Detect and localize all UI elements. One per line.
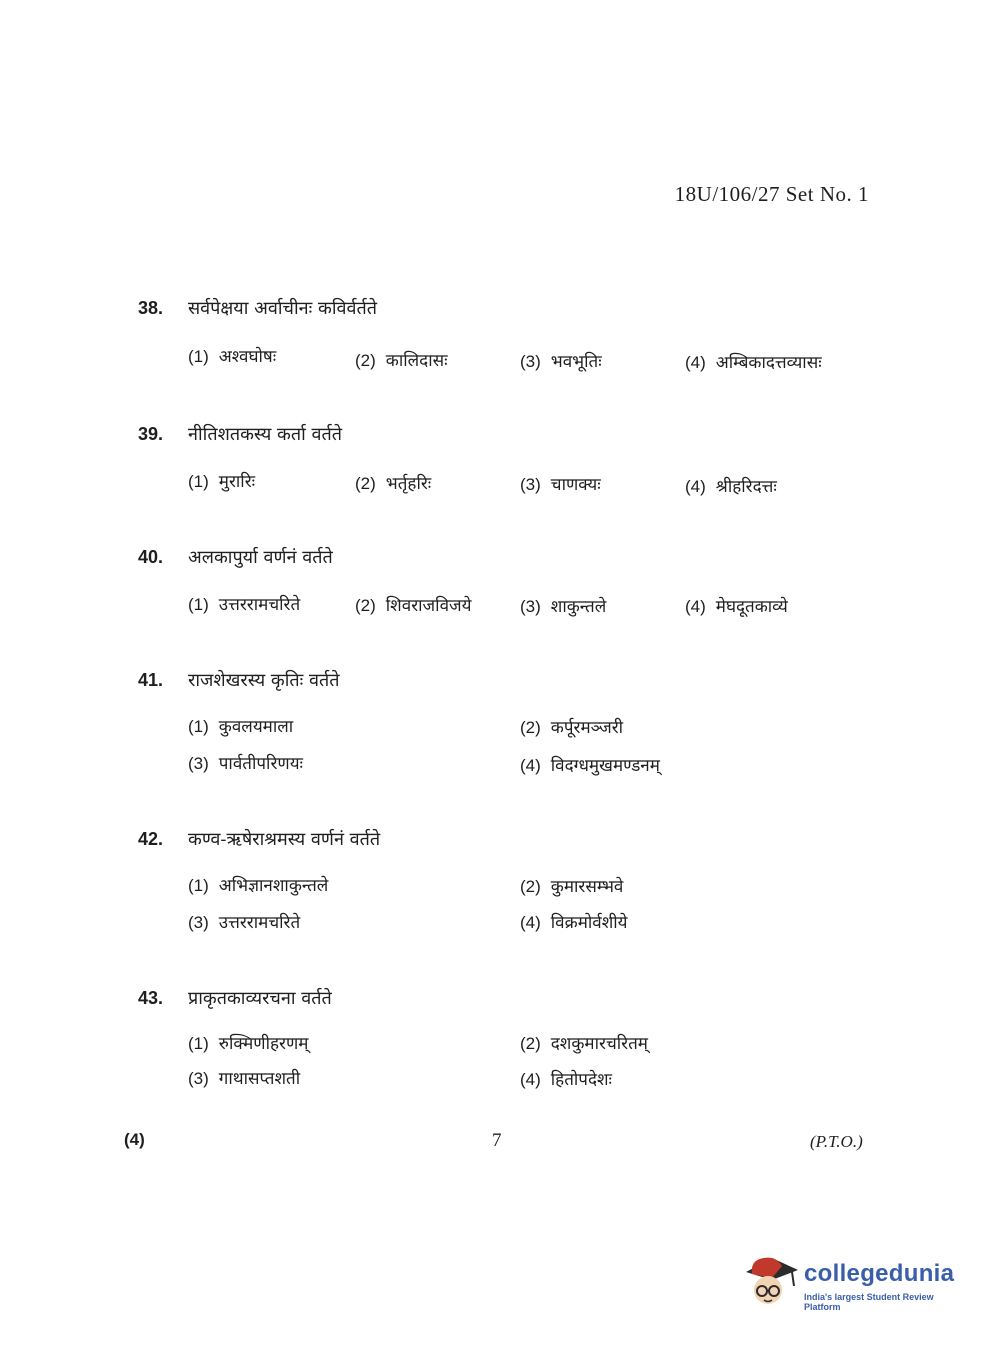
collegedunia-logo — [742, 1250, 972, 1310]
option-4: (4) विदग्धमुखमण्डनम् — [520, 756, 660, 776]
option-1: (1) उत्तररामचरिते — [188, 595, 301, 615]
question-number: 40. — [138, 547, 164, 567]
option-1: (1) अभिज्ञानशाकुन्तले — [188, 876, 329, 896]
question-number: 41. — [138, 670, 164, 690]
question-number: 38. — [138, 298, 164, 318]
option-3: (3) पार्वतीपरिणयः — [188, 754, 303, 774]
option-3: (3) भवभूतिः — [520, 352, 602, 372]
question-number: 39. — [138, 424, 164, 444]
option-3: (3) उत्तररामचरिते — [188, 913, 301, 933]
paper-code: 18U/106/27 Set No. 1 — [674, 182, 869, 206]
option-2: (2) दशकुमारचरितम् — [520, 1034, 648, 1054]
option-1: (1) अश्वघोषः — [188, 347, 277, 367]
option-2: (2) भर्तृहरिः — [355, 474, 432, 494]
option-4: (4) हितोपदेशः — [520, 1070, 612, 1090]
option-2: (2) कुमारसम्भवे — [520, 877, 624, 897]
logo-tagline: India's largest Student Review Platform — [804, 1292, 934, 1312]
option-1: (1) कुवलयमाला — [188, 717, 294, 737]
mascot-icon — [742, 1250, 800, 1308]
logo-wordmark: collegedunia — [804, 1260, 955, 1287]
option-4: (4) मेघदूतकाव्ये — [685, 597, 788, 617]
pto-label: (P.T.O.) — [810, 1132, 863, 1151]
option-2: (2) कर्पूरमञ्जरी — [520, 718, 624, 738]
option-3: (3) गाथासप्तशती — [188, 1069, 301, 1089]
question-text: नीतिशतकस्य कर्ता वर्तते — [188, 424, 343, 445]
question-text: कण्व-ऋषेराश्रमस्य वर्णनं वर्तते — [188, 829, 381, 850]
question-number: 43. — [138, 988, 164, 1008]
option-2: (2) शिवराजविजये — [355, 596, 472, 616]
footer-set-marker: (4) — [124, 1130, 145, 1149]
option-3: (3) चाणक्यः — [520, 475, 601, 495]
option-2: (2) कालिदासः — [355, 351, 448, 371]
question-number: 42. — [138, 829, 164, 849]
option-4: (4) विक्रमोर्वशीये — [520, 913, 628, 933]
option-3: (3) शाकुन्तले — [520, 597, 607, 617]
question-text: राजशेखरस्य कृतिः वर्तते — [188, 670, 340, 691]
option-4: (4) अम्बिकादत्तव्यासः — [685, 353, 822, 373]
question-text: सर्वपेक्षया अर्वाचीनः कविर्वर्तते — [188, 298, 378, 319]
option-1: (1) मुरारिः — [188, 472, 256, 492]
page-number: 7 — [492, 1130, 502, 1151]
option-4: (4) श्रीहरिदत्तः — [685, 477, 777, 497]
option-1: (1) रुक्मिणीहरणम् — [188, 1034, 309, 1054]
question-text: अलकापुर्या वर्णनं वर्तते — [188, 547, 333, 568]
question-text: प्राकृतकाव्यरचना वर्तते — [188, 988, 332, 1009]
